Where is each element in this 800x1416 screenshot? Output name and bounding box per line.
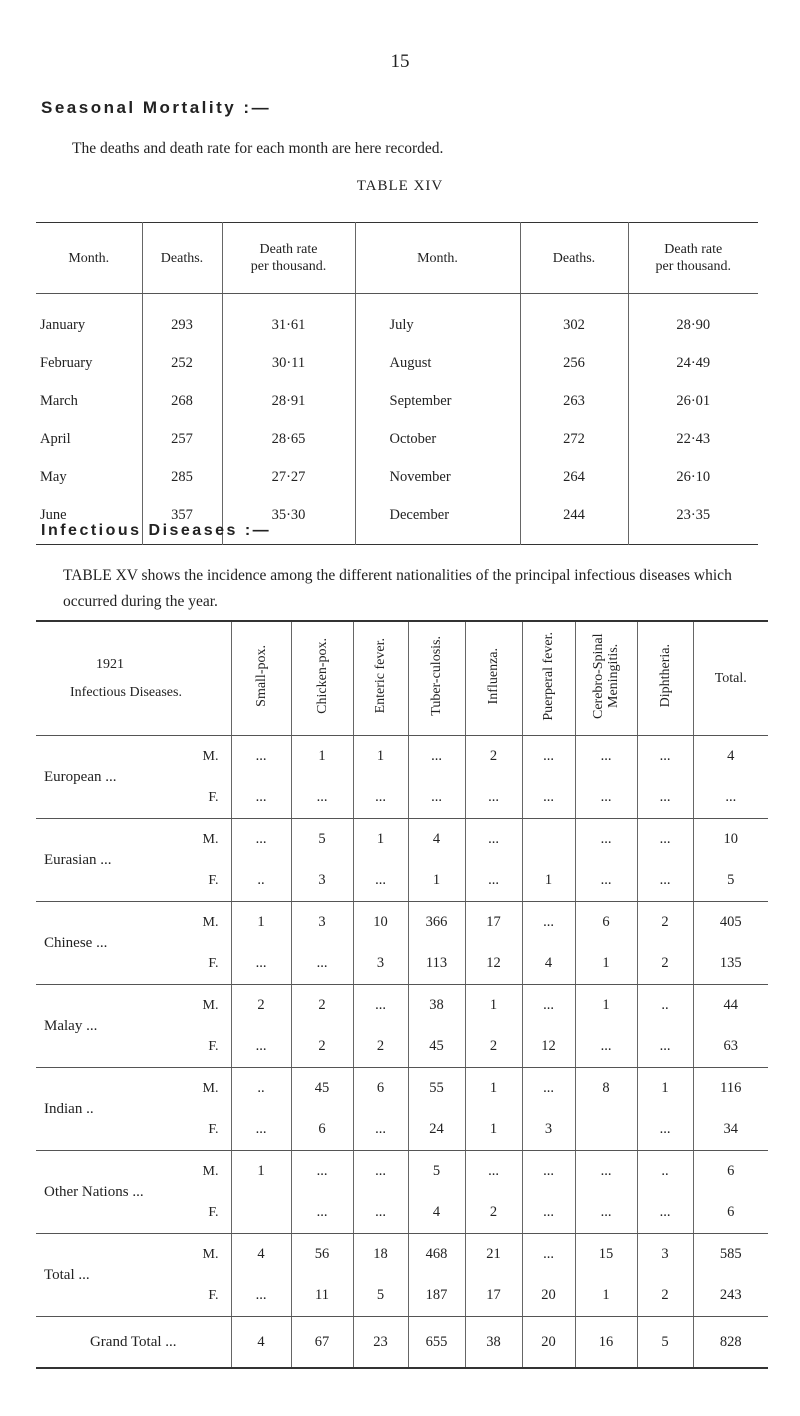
value-cell: ... [353, 985, 408, 1027]
grand-total-cell: 4 [231, 1317, 291, 1369]
sex-cell: F. [176, 1275, 231, 1317]
value-cell: 243 [693, 1275, 768, 1317]
month-cell: November [355, 458, 520, 496]
table-row [36, 985, 768, 1027]
value-cell: ... [575, 860, 637, 902]
table-xiv-caption: TABLE XIV [356, 178, 444, 194]
value-cell: 366 [408, 902, 465, 944]
value-cell: ... [637, 1109, 693, 1151]
value-cell: 2 [637, 1275, 693, 1317]
value-cell: 1 [465, 985, 522, 1027]
month-cell: September [355, 382, 520, 420]
value-cell: ... [522, 1234, 575, 1276]
sex-cell: F. [176, 860, 231, 902]
value-cell: ... [637, 777, 693, 819]
value-cell [231, 1192, 291, 1234]
value-cell: ... [408, 777, 465, 819]
value-cell: 55 [408, 1068, 465, 1110]
row-header-cell [36, 621, 231, 736]
deaths-cell: 285 [142, 458, 222, 496]
grand-total-row [36, 1317, 768, 1369]
grand-total-cell: 655 [408, 1317, 465, 1369]
value-cell [522, 819, 575, 861]
value-cell: 4 [522, 943, 575, 985]
sex-cell: F. [176, 1109, 231, 1151]
table-row [36, 819, 768, 861]
value-cell: 135 [693, 943, 768, 985]
value-cell: 20 [522, 1275, 575, 1317]
value-cell: ... [291, 1151, 353, 1193]
value-cell: 18 [353, 1234, 408, 1276]
value-cell: ... [575, 777, 637, 819]
value-cell: 1 [231, 1151, 291, 1193]
monthly-deaths-table [36, 222, 758, 545]
death-rate-header-line2: per thousand. [655, 259, 731, 274]
seasonal-intro: The deaths and death rate for each month are here recorded. [72, 140, 444, 157]
death-rate-header [628, 223, 758, 294]
nationality-cell: Malay ... [36, 985, 176, 1068]
value-cell: 5 [693, 860, 768, 902]
value-cell: ... [575, 1151, 637, 1193]
value-cell: 8 [575, 1068, 637, 1110]
value-cell: ... [231, 1109, 291, 1151]
infectious-intro: TABLE XV shows the incidence among the different nationalities of the principal infectious diseases which occurred during the year. [63, 567, 732, 610]
value-cell: ... [522, 1068, 575, 1110]
value-cell: 6 [693, 1192, 768, 1234]
grand-total-label: Grand Total ... [89, 1333, 177, 1350]
column-header-label: Small-pox. [253, 645, 269, 707]
value-cell: .. [637, 985, 693, 1027]
value-cell: 10 [693, 819, 768, 861]
sex-cell: F. [176, 777, 231, 819]
value-cell: ... [465, 1151, 522, 1193]
value-cell: ... [522, 985, 575, 1027]
value-cell: 5 [291, 819, 353, 861]
column-header [575, 621, 637, 736]
nationality-cell: Other Nations ... [36, 1151, 176, 1234]
value-cell: 5 [408, 1151, 465, 1193]
nationality-cell: European ... [36, 736, 176, 819]
column-header [353, 621, 408, 736]
month-cell: March [40, 392, 78, 409]
value-cell: 187 [408, 1275, 465, 1317]
value-cell: 1 [291, 736, 353, 778]
value-cell: ... [465, 777, 522, 819]
value-cell: 21 [465, 1234, 522, 1276]
deaths-cell: 357 [142, 496, 222, 545]
sex-cell: M. [202, 914, 219, 930]
value-cell [575, 1109, 637, 1151]
deaths-cell: 272 [520, 420, 628, 458]
value-cell: 17 [465, 1275, 522, 1317]
sex-cell: F. [176, 1192, 231, 1234]
month-header: Month. [36, 223, 142, 294]
month-cell: August [355, 344, 520, 382]
value-cell: ... [291, 1192, 353, 1234]
value-cell: ... [575, 819, 637, 861]
deaths-cell: 257 [142, 420, 222, 458]
value-cell: 6 [353, 1068, 408, 1110]
deaths-cell: 264 [520, 458, 628, 496]
column-header [693, 621, 768, 736]
value-cell: ... [575, 1192, 637, 1234]
deaths-cell: 263 [520, 382, 628, 420]
column-header [291, 621, 353, 736]
value-cell: 1 [465, 1109, 522, 1151]
deaths-header: Deaths. [520, 223, 628, 294]
value-cell: 4 [693, 736, 768, 778]
nationality-cell: Eurasian ... [36, 819, 176, 902]
month-cell: July [355, 294, 520, 345]
sex-cell: F. [176, 1026, 231, 1068]
value-cell: 2 [291, 1026, 353, 1068]
value-cell: 405 [693, 902, 768, 944]
value-cell: 1 [353, 736, 408, 778]
value-cell: 17 [465, 902, 522, 944]
value-cell: 585 [693, 1234, 768, 1276]
value-cell: 2 [231, 985, 291, 1027]
value-cell: 2 [465, 1192, 522, 1234]
table-header-row [36, 223, 758, 294]
sex-cell: M. [202, 1080, 219, 1096]
death-rate-header [222, 223, 355, 294]
value-cell: 6 [575, 902, 637, 944]
value-cell: ... [522, 736, 575, 778]
column-header-label: Cerebro-Spinal Meningitis. [591, 633, 621, 719]
column-header [465, 621, 522, 736]
table-row [36, 1068, 768, 1110]
value-cell: ... [291, 777, 353, 819]
value-cell: 15 [575, 1234, 637, 1276]
column-header [408, 621, 465, 736]
value-cell: ... [637, 1026, 693, 1068]
value-cell: 38 [408, 985, 465, 1027]
table-row [36, 382, 758, 420]
grand-total-cell: 20 [522, 1317, 575, 1369]
value-cell: .. [231, 860, 291, 902]
value-cell: ... [575, 1026, 637, 1068]
value-cell: ... [231, 819, 291, 861]
value-cell: ... [465, 860, 522, 902]
table-row [36, 736, 768, 778]
infectious-diseases-table [36, 620, 768, 1369]
value-cell: 44 [693, 985, 768, 1027]
value-cell: 1 [637, 1068, 693, 1110]
value-cell: ... [353, 860, 408, 902]
death-rate-cell: 28·90 [628, 294, 758, 345]
value-cell: 1 [575, 985, 637, 1027]
value-cell: 34 [693, 1109, 768, 1151]
month-cell: December [355, 496, 520, 545]
deaths-cell: 252 [142, 344, 222, 382]
column-header-label: Influenza. [486, 647, 501, 705]
value-cell: ... [353, 1151, 408, 1193]
column-header-label: Diphtheria. [657, 644, 673, 708]
value-cell: 56 [291, 1234, 353, 1276]
value-cell: 2 [637, 943, 693, 985]
death-rate-header-line1: Death rate [664, 242, 723, 257]
value-cell: 3 [637, 1234, 693, 1276]
value-cell: ... [522, 1151, 575, 1193]
value-cell: ... [353, 1109, 408, 1151]
column-header [637, 621, 693, 736]
value-cell: ... [637, 819, 693, 861]
death-rate-cell: 27·27 [222, 458, 355, 496]
value-cell: 2 [465, 736, 522, 778]
value-cell: 1 [231, 902, 291, 944]
value-cell: 2 [291, 985, 353, 1027]
sex-cell: M. [202, 997, 219, 1013]
value-cell: 3 [291, 902, 353, 944]
value-cell: 45 [408, 1026, 465, 1068]
infectious-diseases-heading: Infectious Diseases :— [41, 522, 272, 539]
grand-total-cell: 67 [291, 1317, 353, 1369]
death-rate-header-line1: Death rate [259, 242, 318, 257]
value-cell: 45 [291, 1068, 353, 1110]
month-cell: May [40, 468, 67, 485]
value-cell: 6 [291, 1109, 353, 1151]
column-header-label: Tuber-culosis. [429, 636, 444, 716]
value-cell: 2 [353, 1026, 408, 1068]
deaths-cell: 244 [520, 496, 628, 545]
value-cell: ... [465, 819, 522, 861]
year-label: 1921 [96, 656, 124, 672]
value-cell: .. [231, 1068, 291, 1110]
value-cell: ... [693, 777, 768, 819]
value-cell: 1 [575, 943, 637, 985]
value-cell: ... [231, 736, 291, 778]
month-header: Month. [355, 223, 520, 294]
death-rate-cell: 28·65 [222, 420, 355, 458]
deaths-cell: 256 [520, 344, 628, 382]
deaths-cell: 268 [142, 382, 222, 420]
nationality-cell: Chinese ... [36, 902, 176, 985]
death-rate-cell: 26·01 [628, 382, 758, 420]
table-header-row [36, 621, 768, 736]
value-cell: ... [353, 777, 408, 819]
value-cell: 4 [408, 1192, 465, 1234]
grand-total-cell: 5 [637, 1317, 693, 1369]
value-cell: 1 [522, 860, 575, 902]
column-header [522, 621, 575, 736]
death-rate-cell: 26·10 [628, 458, 758, 496]
column-header-label: Chicken-pox. [314, 638, 330, 714]
value-cell: 11 [291, 1275, 353, 1317]
sex-cell: M. [202, 831, 219, 847]
death-rate-cell: 30·11 [222, 344, 355, 382]
table-row [36, 420, 758, 458]
death-rate-cell: 35·30 [222, 496, 355, 545]
month-cell: April [40, 430, 71, 447]
value-cell: ... [231, 777, 291, 819]
value-cell: 10 [353, 902, 408, 944]
value-cell: ... [637, 860, 693, 902]
value-cell: ... [291, 943, 353, 985]
value-cell: 1 [575, 1275, 637, 1317]
sex-cell: F. [176, 943, 231, 985]
deaths-cell: 293 [142, 294, 222, 345]
value-cell: ... [522, 1192, 575, 1234]
value-cell: ... [231, 1275, 291, 1317]
grand-total-cell: 23 [353, 1317, 408, 1369]
value-cell: ... [522, 902, 575, 944]
value-cell: 24 [408, 1109, 465, 1151]
value-cell: 1 [465, 1068, 522, 1110]
deaths-cell: 302 [520, 294, 628, 345]
seasonal-mortality-heading: Seasonal Mortality :— [41, 98, 272, 117]
value-cell: ... [353, 1192, 408, 1234]
value-cell: 3 [522, 1109, 575, 1151]
nationality-cell: Indian .. [36, 1068, 176, 1151]
value-cell: ... [575, 736, 637, 778]
value-cell: ... [231, 1026, 291, 1068]
value-cell: 12 [522, 1026, 575, 1068]
value-cell: 3 [291, 860, 353, 902]
table-row [36, 458, 758, 496]
table-row [36, 1234, 768, 1276]
value-cell: 12 [465, 943, 522, 985]
value-cell: 5 [353, 1275, 408, 1317]
grand-total-cell: 38 [465, 1317, 522, 1369]
sex-cell: M. [202, 1163, 219, 1179]
table-row [36, 902, 768, 944]
death-rate-cell: 23·35 [628, 496, 758, 545]
value-cell: .. [637, 1151, 693, 1193]
value-cell: 468 [408, 1234, 465, 1276]
value-cell: 4 [231, 1234, 291, 1276]
death-rate-cell: 22·43 [628, 420, 758, 458]
death-rate-cell: 28·91 [222, 382, 355, 420]
value-cell: 113 [408, 943, 465, 985]
month-cell: October [355, 420, 520, 458]
value-cell: 4 [408, 819, 465, 861]
row-header-label: Infectious Diseases. [70, 684, 182, 700]
value-cell: ... [522, 777, 575, 819]
value-cell: ... [637, 1192, 693, 1234]
value-cell: 1 [408, 860, 465, 902]
page-number: 15 [390, 51, 410, 72]
value-cell: 116 [693, 1068, 768, 1110]
death-rate-header-line2: per thousand. [250, 259, 327, 274]
sex-cell: M. [202, 748, 219, 764]
value-cell: 3 [353, 943, 408, 985]
column-header-label: Enteric fever. [373, 638, 388, 714]
month-cell: June [40, 506, 67, 523]
death-rate-cell: 24·49 [628, 344, 758, 382]
nationality-cell: Total ... [36, 1234, 176, 1317]
value-cell: ... [408, 736, 465, 778]
death-rate-cell: 31·61 [222, 294, 355, 345]
value-cell: 2 [637, 902, 693, 944]
grand-total-cell: 16 [575, 1317, 637, 1369]
table-row [36, 344, 758, 382]
value-cell: 63 [693, 1026, 768, 1068]
month-cell: February [40, 354, 93, 371]
sex-cell: M. [202, 1246, 219, 1262]
grand-total-cell: 828 [693, 1317, 768, 1369]
value-cell: ... [637, 736, 693, 778]
value-cell: 1 [353, 819, 408, 861]
value-cell: 2 [465, 1026, 522, 1068]
value-cell: 6 [693, 1151, 768, 1193]
column-header-label: Puerperal fever. [541, 631, 556, 721]
table-row [36, 1151, 768, 1193]
value-cell: ... [231, 943, 291, 985]
column-header-label: Total. [714, 670, 747, 686]
deaths-header: Deaths. [142, 223, 222, 294]
month-cell: January [40, 316, 86, 333]
column-header [231, 621, 291, 736]
table-row [36, 294, 758, 345]
